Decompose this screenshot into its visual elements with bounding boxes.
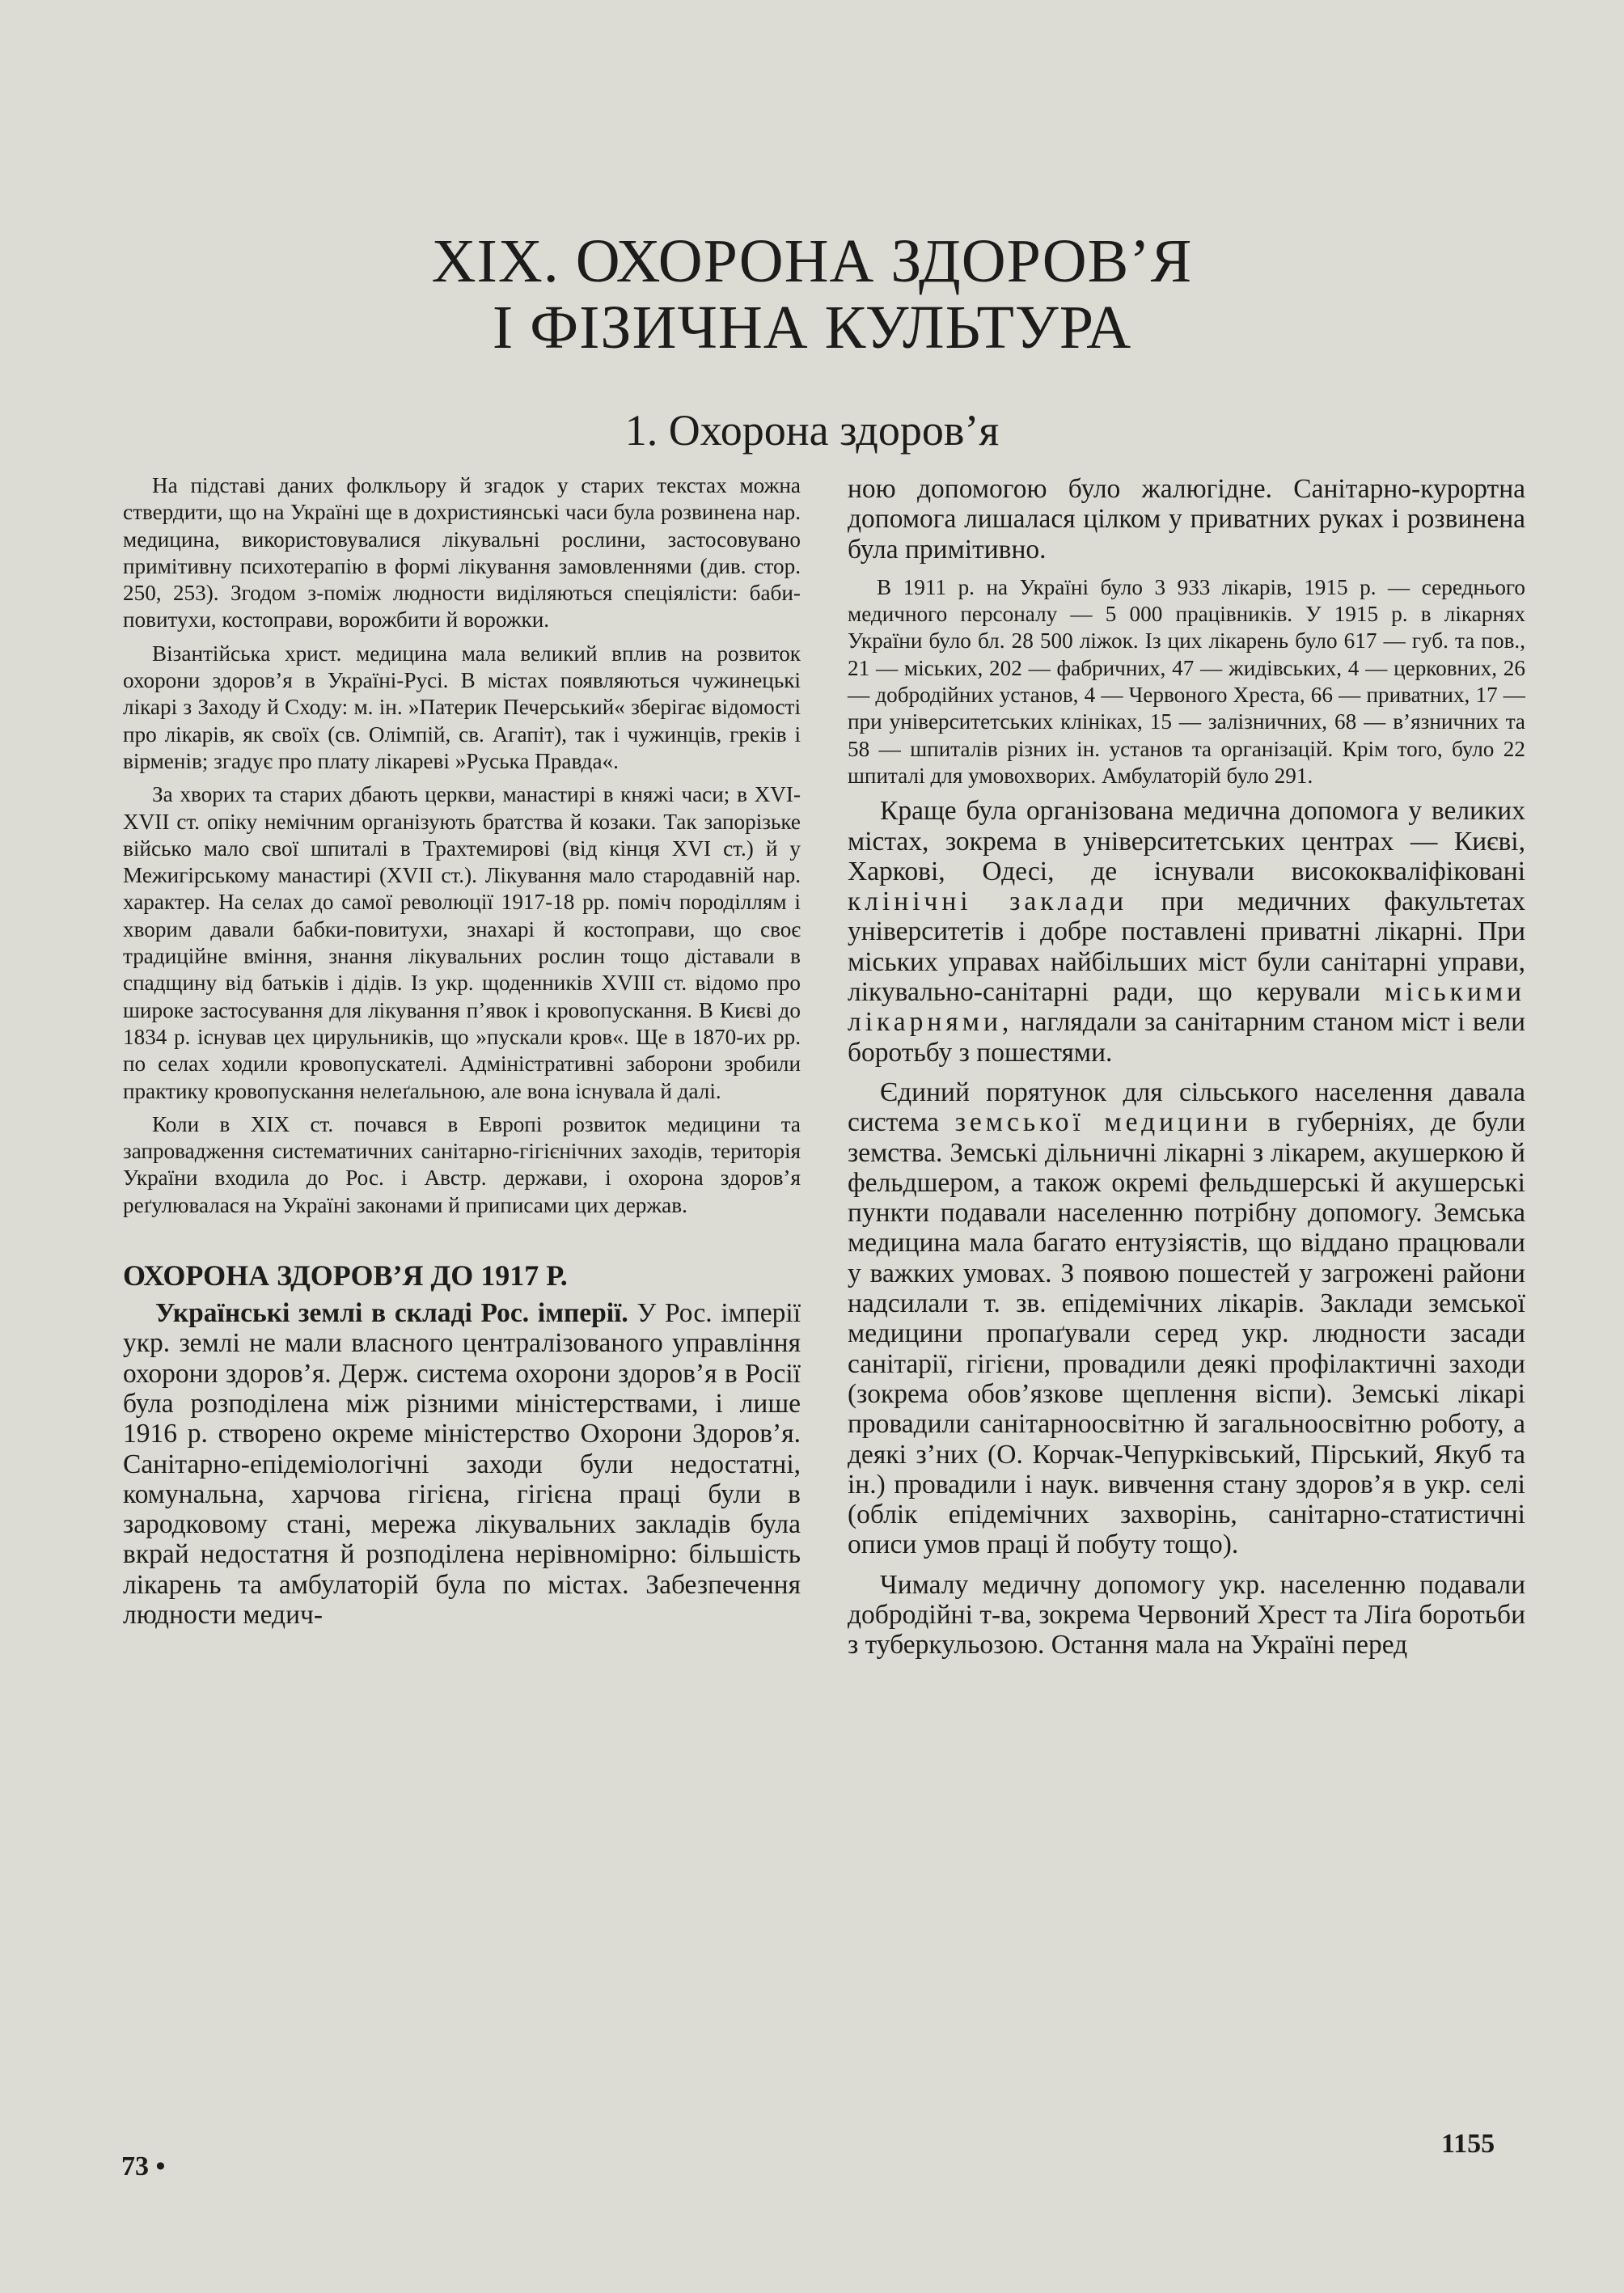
left-paragraph-2: Візантійська христ. медицина мала великий вплив на розвиток охорони здоров’я в Україні-Русі. В містах появляються чужинецькі лікарі з Заходу й Сходу: м. ін. »Патерик Печерський« зберігає відомості про лікарів, як своїх (св. Олімпій, св. Агапіт), так і чужинців, греків і вірменів; згадує про плату лікареві »Руська Правда«. [123, 641, 801, 773]
page-title [0, 228, 1624, 361]
page-number: 1155 [1441, 2129, 1495, 2159]
left-column [123, 472, 801, 1639]
subsection-heading: ОХОРОНА ЗДОРОВ’Я ДО 1917 Р. [123, 1259, 568, 1292]
right-paragraph-4 [848, 1077, 1525, 1560]
left-paragraph-5 [123, 1298, 801, 1630]
spaced-text: земської медицини [954, 1107, 1252, 1138]
left-paragraph-4: Коли в XIX ст. почався в Европі розвиток медицини та запровадження систематичних санітарно-гігієнічних заходів, територія України входила до Рос. і Австр. держави, і охорона здоров’я реґулювалася на Україні законами й приписами цих держав. [123, 1111, 801, 1217]
right-paragraph-1: ною допомогою було жалюгідне. Санітарно-курортна допомога лишалася цілком у приватних руках і розвинена була примітивно. [848, 474, 1525, 565]
text-run: Єдиний порятунок для сільського населення давала система [848, 1077, 1525, 1138]
spaced-text: міськими лікарнями, [848, 977, 1526, 1038]
text-run: в губерніях, де були земства. Земські дільничні лікарні з лікарем, акушеркою й фельдшером, а також окремі фельдшерські й акушерські пункти подавали населенню потрібну допомогу. Земська медицина мала багато ентузіястів, що віддано працювали у важких умовах. З появою пошестей у загрожені райони надсилали т. зв. епідемічних лікарів. Заклади земської медицини пропаґували серед укр. людности засади санітарії, гігієни, провадили деякі профілактичні заходи (зокрема обов’язкове щеплення віспи). Земські лікарі провадили санітарноосвітню й загальноосвітню роботу, а деякі з’них (О. Корчак-Чепурківський, Пірський, Якуб та ін.) провадили і наук. вивчення стану здоров’я в укр. селі (облік епідемічних захворінь, санітарно-статистичні описи умов праці й побуту тощо). [848, 1107, 1525, 1560]
text-run: при медичних факультетах університетів і добре поставлені приватні лікарні. При міських управах найбільших міст були санітарні управи, лікувально-санітарні ради, що керували [848, 886, 1525, 1008]
paragraph-lead: Українські землі в складі Рос. імперії. [155, 1298, 628, 1329]
signature-mark: 73 • [121, 2151, 166, 2181]
right-paragraph-5: Чималу медичну допомогу укр. населенню подавали добродійні т-ва, зокрема Червоний Хрест та Ліґа боротьби з туберкульозою. Остання мала на Україні перед [848, 1569, 1525, 1661]
section-heading: 1. Охорона здоров’я [624, 406, 1000, 455]
right-column [848, 472, 1525, 1670]
title-line-1: XIX. ОХОРОНА ЗДОРОВ’Я [431, 227, 1193, 295]
title-line-2: І ФІЗИЧНА КУЛЬТУРА [492, 294, 1132, 362]
text-run: Краще була організована медична допомога у великих містах, зокрема в університетських центрах — Києві, Харкові, Одесі, де існували висококваліфіковані [848, 796, 1525, 886]
left-paragraph-3: За хворих та старих дбають церкви, манастирі в княжі часи; в XVI-XVII ст. опіку немічним організують братства й козаки. Так запорізьке військо мало свої шпиталі в Трахтемирові (від кінця XVI ст.) й у Межигірському манастирі (XVII ст.). Лікування мало стародавній нар. характер. На селах до самої революції 1917-18 рр. поміч породіллям і хворим давали бабки-повитухи, знахарі й костоправи, що своє традиційне вміння, знання лікувальних рослин тощо діставали в спадщину від батьків і дідів. Із укр. щоденників XVIII ст. відомо про широке застосування для лікування п’явок і кровопускання. В Києві до 1834 р. існував цех цирульників, що »пускали кров«. Ще в 1870-их рр. по селах ходили кровопускателі. Адміністративні заборони зробили практику кровопускання нелеґальною, але вона існувала й далі. [123, 782, 801, 1103]
right-paragraph-3 [848, 796, 1525, 1068]
text-run: наглядали за санітарним станом міст і вели боротьбу з пошестями. [848, 1007, 1525, 1068]
paragraph-body: У Рос. імперії укр. землі не мали власного централізованого управління охорони здоров’я. Держ. система охорони здоров’я в Росії була розподілена між різними міністерствами, і лише 1916 р. створено окреме міністерство Охорони Здоров’я. Санітарно-епідеміологічні заходи були недостатні, комунальна, харчова гігієна, гігієна праці були в зародковому стані, мережа лікувальних закладів була вкрай недостатня й розподілена нерівномірно: більшість лікарень та амбулаторій була по містах. Забезпечення людности медич- [123, 1298, 801, 1630]
left-paragraph-1: На підставі даних фолкльору й згадок у старих текстах можна ствердити, що на Україні ще в дохристиянські часи була розвинена нар. медицина, використовувалися лікувальні рослини, застосовувано примітивну психотерапію в формі лікування замовленнями (див. стор. 250, 253). Згодом з-поміж людности виділяються спеціялісти: баби-повитухи, костоправи, ворожбити й ворожки. [123, 473, 801, 632]
spaced-text: клінічні заклади [848, 886, 1128, 917]
right-paragraph-2: В 1911 р. на Україні було 3 933 лікарів, 1915 р. — середнього медичного персоналу — 5 000 працівників. У 1915 р. в лікарнях України було бл. 28 500 ліжок. Із цих лікарень було 617 — губ. та пов., 21 — міських, 202 — фабричних, 47 — жидівських, 4 — церковних, 26 — добродійних установ, 4 — Червоного Хреста, 66 — приватних, 17 — при університетських клініках, 15 — залізничних, 68 — в’язничних та 58 — шпиталів різних ін. установ та організацій. Крім того, було 22 шпиталі для умовохворих. Амбулаторій було 291. [848, 574, 1525, 788]
